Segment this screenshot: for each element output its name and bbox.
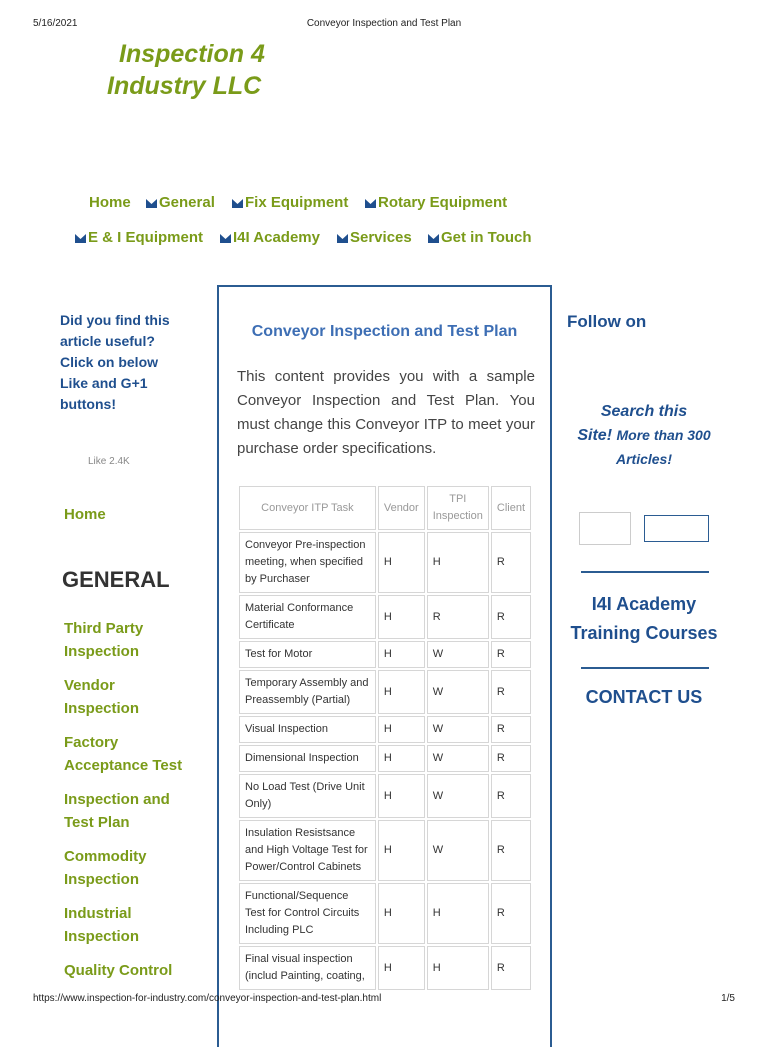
useful-prompt: Did you find this article useful? Click on below Like and G+1 buttons! [60, 312, 170, 412]
table-row: Dimensional Inspection H W R [239, 745, 531, 772]
print-title: Conveyor Inspection and Test Plan [306, 18, 462, 29]
search-button[interactable] [644, 515, 709, 542]
sidebar-general-heading: GENERAL [62, 567, 170, 592]
menu-arrow-icon [365, 199, 376, 208]
menu-arrow-icon [428, 234, 439, 243]
table-header-row [239, 486, 531, 530]
like-count: 2.4K [109, 456, 130, 467]
menu-arrow-icon [232, 199, 243, 208]
logo-line-2: Industry LLC [107, 72, 262, 100]
nav-i4i-academy[interactable]: I4I Academy [220, 229, 320, 246]
menu-arrow-icon [337, 234, 348, 243]
nav-home[interactable]: Home [89, 194, 131, 211]
column-header-vendor: Vendor [378, 486, 425, 530]
divider [581, 667, 709, 669]
nav-e-i-equipment[interactable]: E & I Equipment [75, 229, 203, 246]
sidebar-link-industrial-inspection[interactable]: Industrial Inspection [64, 905, 140, 945]
sidebar-link-inspection-and-test-plan[interactable]: Inspection and Test Plan [64, 791, 170, 831]
table-row: Temporary Assembly and Preassembly (Partial) H W R [239, 670, 531, 714]
table-row: Final visual inspection (includ Painting, coating, H H R [239, 946, 531, 990]
table-row: Insulation Resistsance and High Voltage Test for Power/Control Cabinets H W R [239, 820, 531, 881]
like-button[interactable]: Like 2.4K [88, 456, 130, 467]
table-row: Conveyor Pre-inspection meeting, when specified by Purchaser H H R [239, 532, 531, 593]
sidebar-link-third-party-inspection[interactable]: Third Party Inspection [64, 620, 144, 660]
column-header-task: Conveyor ITP Task [239, 486, 376, 530]
itp-table [237, 484, 533, 992]
article-title: Conveyor Inspection and Test Plan [251, 323, 518, 340]
search-site-heading: Search this Site! More than 300 Articles! [577, 403, 711, 467]
nav-services[interactable]: Services [337, 229, 412, 246]
nav-rotary-equipment[interactable]: Rotary Equipment [365, 194, 507, 211]
contact-us-link[interactable]: CONTACT US [585, 687, 703, 707]
print-date: 5/16/2021 [33, 18, 78, 29]
table-row: Functional/Sequence Test for Control Circuits Including PLC H H R [239, 883, 531, 944]
menu-arrow-icon [146, 199, 157, 208]
menu-arrow-icon [220, 234, 231, 243]
follow-on-heading: Follow on [567, 312, 647, 331]
nav-get-in-touch[interactable]: Get in Touch [428, 229, 532, 246]
sidebar-home-link[interactable]: Home [64, 506, 106, 523]
table-row: No Load Test (Drive Unit Only) H W R [239, 774, 531, 818]
print-page-number: 1/5 [721, 993, 735, 1004]
divider [581, 571, 709, 573]
i4i-academy-link[interactable]: I4I Academy Training Courses [570, 594, 718, 643]
table-row: Visual Inspection H W R [239, 716, 531, 743]
article-content [217, 285, 552, 1047]
sidebar-link-vendor-inspection[interactable]: Vendor Inspection [64, 677, 140, 717]
sidebar-link-quality-control[interactable]: Quality Control [64, 962, 173, 979]
sidebar-link-commodity-inspection[interactable]: Commodity Inspection [64, 848, 147, 888]
article-intro: This content provides you with a sample Conveyor Inspection and Test Plan. You must change this Conveyor ITP to meet your purchase order specifications. [237, 368, 535, 457]
column-header-client: Client [491, 486, 531, 530]
site-logo[interactable] [107, 38, 265, 102]
nav-fix-equipment[interactable]: Fix Equipment [232, 194, 348, 211]
search-input[interactable] [579, 512, 631, 545]
nav-general[interactable]: General [146, 194, 215, 211]
table-row: Material Conformance Certificate H R R [239, 595, 531, 639]
logo-line-1: Inspection 4 [119, 40, 265, 68]
table-row: Test for Motor H W R [239, 641, 531, 668]
print-url: https://www.inspection-for-industry.com/conveyor-inspection-and-test-plan.html [33, 993, 382, 1004]
column-header-tpi: TPI Inspection [427, 486, 489, 530]
menu-arrow-icon [75, 234, 86, 243]
sidebar-link-factory-acceptance-test[interactable]: Factory Acceptance Test [64, 734, 183, 774]
